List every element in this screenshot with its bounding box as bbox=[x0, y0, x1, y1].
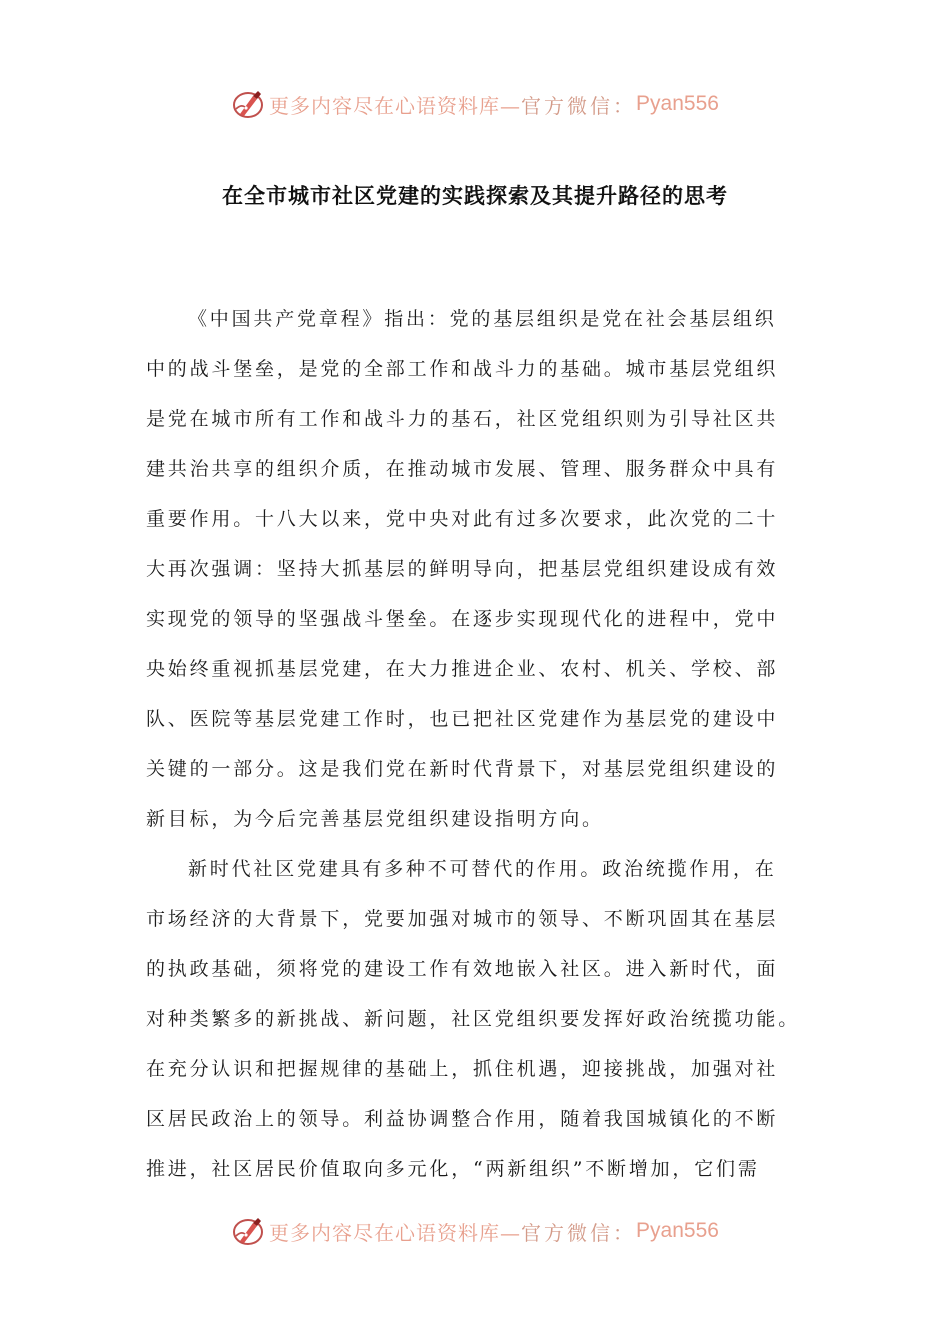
watermark-header bbox=[0, 84, 950, 124]
text-line: 的执政基础，须将党的建设工作有效地嵌入社区。进入新时代，面 bbox=[146, 958, 779, 980]
text-line: 新时代社区党建具有多种不可替代的作用。政治统揽作用，在 bbox=[188, 858, 777, 880]
text-line: 队、医院等基层党建工作时，也已把社区党建作为基层党的建设中 bbox=[146, 708, 779, 730]
text-line: 在充分认识和把握规律的基础上，抓住机遇，迎接挑战，加强对社 bbox=[146, 1058, 779, 1080]
watermark-wechat-id: Pyan556 bbox=[636, 1219, 719, 1242]
text-line: 中的战斗堡垒，是党的全部工作和战斗力的基础。城市基层党组织 bbox=[146, 358, 779, 380]
text-line: 市场经济的大背景下，党要加强对城市的领导、不断巩固其在基层 bbox=[146, 908, 779, 930]
watermark-text: 更多内容尽在心语资料库— bbox=[269, 93, 522, 118]
text-line: 新目标，为今后完善基层党组织建设指明方向。 bbox=[146, 808, 604, 830]
paragraph bbox=[146, 294, 818, 844]
pen-nib-logo-icon bbox=[231, 1214, 265, 1248]
text-line: 关键的一部分。这是我们党在新时代背景下，对基层党组织建设的 bbox=[146, 758, 779, 780]
text-line: 《中国共产党章程》指出：党的基层组织是党在社会基层组织 bbox=[188, 308, 777, 330]
text-line: 大再次强调：坚持大抓基层的鲜明导向，把基层党组织建设成有效 bbox=[146, 558, 779, 580]
document-title: 在全市城市社区党建的实践探索及其提升路径的思考 bbox=[222, 184, 728, 208]
watermark-wechat-label: 官方微信： bbox=[521, 1220, 637, 1245]
text-line: 区居民政治上的领导。利益协调整合作用，随着我国城镇化的不断 bbox=[146, 1108, 779, 1130]
pen-nib-logo-icon bbox=[231, 87, 265, 121]
text-line: 推进，社区居民价值取向多元化，“两新组织”不断增加，它们需 bbox=[146, 1158, 760, 1180]
watermark-text: 更多内容尽在心语资料库— bbox=[269, 1220, 522, 1245]
text-line: 建共治共享的组织介质，在推动城市发展、管理、服务群众中具有 bbox=[146, 458, 779, 480]
watermark-wechat-id: Pyan556 bbox=[636, 92, 719, 115]
text-line: 是党在城市所有工作和战斗力的基石，社区党组织则为引导社区共 bbox=[146, 408, 779, 430]
text-line: 对种类繁多的新挑战、新问题，社区党组织要发挥好政治统揽功能。 bbox=[146, 1008, 801, 1030]
text-line: 央始终重视抓基层党建，在大力推进企业、农村、机关、学校、部 bbox=[146, 658, 779, 680]
watermark-footer bbox=[0, 1211, 950, 1251]
text-line: 重要作用。十八大以来，党中央对此有过多次要求，此次党的二十 bbox=[146, 508, 779, 530]
text-line: 实现党的领导的坚强战斗堡垒。在逐步实现现代化的进程中，党中 bbox=[146, 608, 779, 630]
document-body bbox=[146, 294, 818, 1194]
paragraph bbox=[146, 844, 818, 1194]
watermark-wechat-label: 官方微信： bbox=[521, 93, 637, 118]
